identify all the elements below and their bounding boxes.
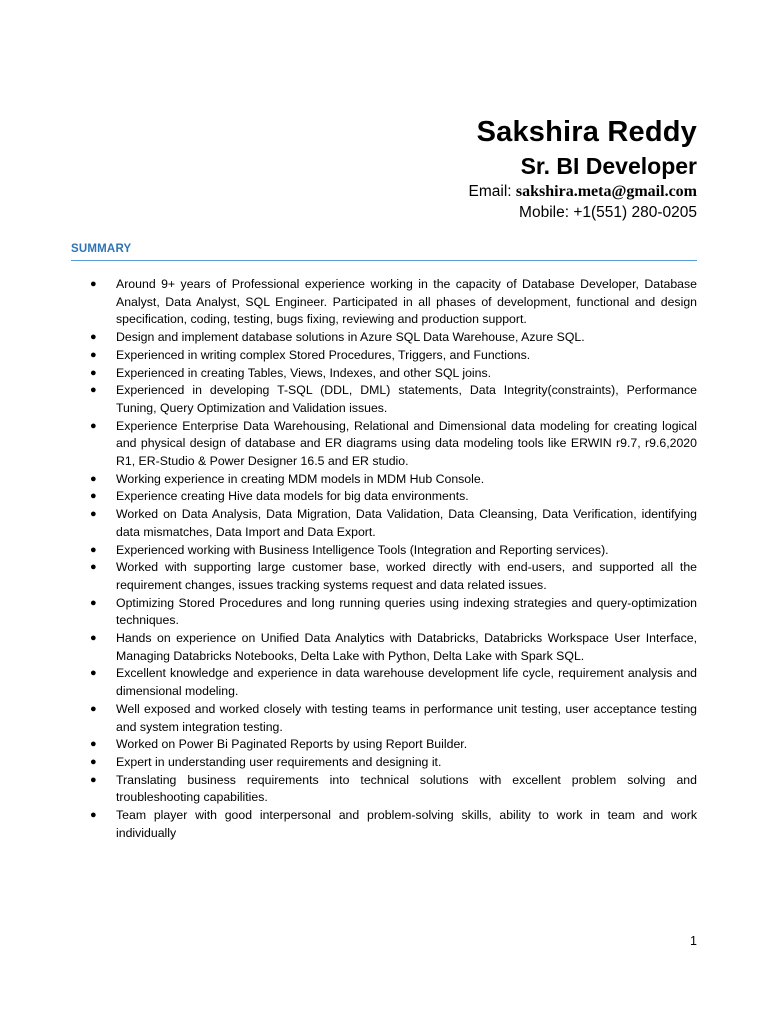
bullet-icon: ● [90, 561, 97, 574]
bullet-icon: ● [90, 419, 97, 432]
bullet-icon: ● [90, 755, 97, 768]
job-title: Sr. BI Developer [520, 153, 697, 179]
summary-item-text: Experienced working with Business Intelligence Tools (Integration and Reporting services). [116, 542, 609, 557]
bullet-icon: ● [90, 773, 97, 786]
bullet-icon: ● [90, 543, 97, 556]
summary-item [89, 347, 697, 365]
bullet-icon: ● [90, 366, 97, 379]
summary-item [89, 701, 697, 736]
bullet-icon: ● [90, 667, 97, 680]
summary-item [89, 418, 697, 471]
summary-item [89, 542, 697, 560]
summary-item-text: Design and implement database solutions in Azure SQL Data Warehouse, Azure SQL. [116, 330, 585, 345]
summary-divider [71, 260, 697, 261]
bullet-icon: ● [90, 490, 97, 503]
bullet-icon: ● [90, 738, 97, 751]
bullet-icon: ● [90, 472, 97, 485]
summary-item [89, 329, 697, 347]
summary-item [89, 595, 697, 630]
email-line [469, 181, 697, 202]
bullet-icon: ● [90, 702, 97, 715]
summary-item [89, 471, 697, 489]
bullet-icon: ● [90, 809, 97, 822]
summary-item [89, 807, 697, 842]
summary-item-text: Well exposed and worked closely with testing teams in performance unit testing, user acceptance testing and system integration testing. [116, 701, 697, 734]
summary-item-text: Worked on Power Bi Paginated Reports by using Report Builder. [116, 737, 468, 752]
summary-heading: SUMMARY [71, 243, 132, 255]
email-address: sakshira.meta@gmail.com [515, 183, 697, 200]
summary-item-text: Experienced in creating Tables, Views, Indexes, and other SQL joins. [116, 365, 492, 380]
summary-item-text: Worked with supporting large customer base, worked directly with end-users, and supported all the requirement changes, issues tracking systems request and data related issues. [116, 560, 697, 592]
summary-item-text: Working experience in creating MDM models in MDM Hub Console. [116, 471, 485, 486]
candidate-name: Sakshira Reddy [476, 116, 697, 148]
email-label: Email: [468, 183, 516, 200]
summary-item [89, 772, 697, 807]
summary-item-text: Experienced in developing T-SQL (DDL, DML) statements, Data Integrity(constraints), Performance Tuning, Query Optimization and Validation issues. [116, 383, 697, 415]
summary-item-text: Experience Enterprise Data Warehousing, Relational and Dimensional data modeling for creating logical and physical design of database and ER diagrams using data modeling tools like ERWIN r9.7, r9.6,2020 R1, ER-Studio & Power Designer 16.5 and ER studio. [116, 418, 697, 469]
summary-item [89, 365, 697, 383]
summary-item-text: Experience creating Hive data models for big data environments. [116, 489, 469, 504]
resume-header [469, 114, 697, 223]
summary-item-text: Experienced in writing complex Stored Procedures, Triggers, and Functions. [116, 347, 531, 362]
bullet-icon: ● [90, 596, 97, 609]
bullet-icon: ● [90, 508, 97, 521]
summary-list [89, 276, 697, 843]
bullet-icon: ● [90, 278, 97, 290]
summary-item [89, 630, 697, 665]
summary-item-text: Expert in understanding user requirements and designing it. [116, 754, 442, 769]
bullet-icon: ● [90, 348, 97, 361]
summary-item [89, 382, 697, 417]
summary-item-text: Worked on Data Analysis, Data Migration, Data Validation, Data Cleansing, Data Verification, identifying data mismatches, Data Import and Data Export. [116, 507, 697, 539]
summary-item [89, 488, 697, 506]
summary-item [89, 559, 697, 594]
summary-item-text: Team player with good interpersonal and problem-solving skills, ability to work in team and work individually [116, 808, 697, 840]
summary-item [89, 276, 697, 329]
summary-item [89, 506, 697, 541]
bullet-icon: ● [90, 632, 97, 645]
summary-item-text: Excellent knowledge and experience in data warehouse development life cycle, requirement analysis and dimensional modeling. [116, 666, 697, 699]
summary-item [89, 736, 697, 754]
bullet-icon: ● [90, 331, 97, 344]
page-number: 1 [690, 934, 697, 948]
summary-item-text: Hands on experience on Unified Data Analytics with Databricks, Databricks Workspace User Interface, Managing Databricks Notebooks, Delta Lake with Python, Delta Lake with Spark SQL. [116, 631, 697, 663]
bullet-icon: ● [90, 384, 97, 397]
summary-item [89, 754, 697, 772]
summary-item-text: Optimizing Stored Procedures and long running queries using indexing strategies and query-optimization techniques. [116, 595, 697, 628]
summary-item-text: Around 9+ years of Professional experience working in the capacity of Database Developer, Database Analyst, Data Analyst, SQL Engineer. Participated in all phases of development, functional and design specification, coding, testing, bugs fixing, reviewing and production support. [116, 277, 697, 327]
summary-item-text: Translating business requirements into technical solutions with excellent problem solving and troubleshooting capabilities. [116, 772, 697, 805]
summary-item [89, 665, 697, 700]
mobile-line: Mobile: +1(551) 280-0205 [519, 204, 697, 221]
